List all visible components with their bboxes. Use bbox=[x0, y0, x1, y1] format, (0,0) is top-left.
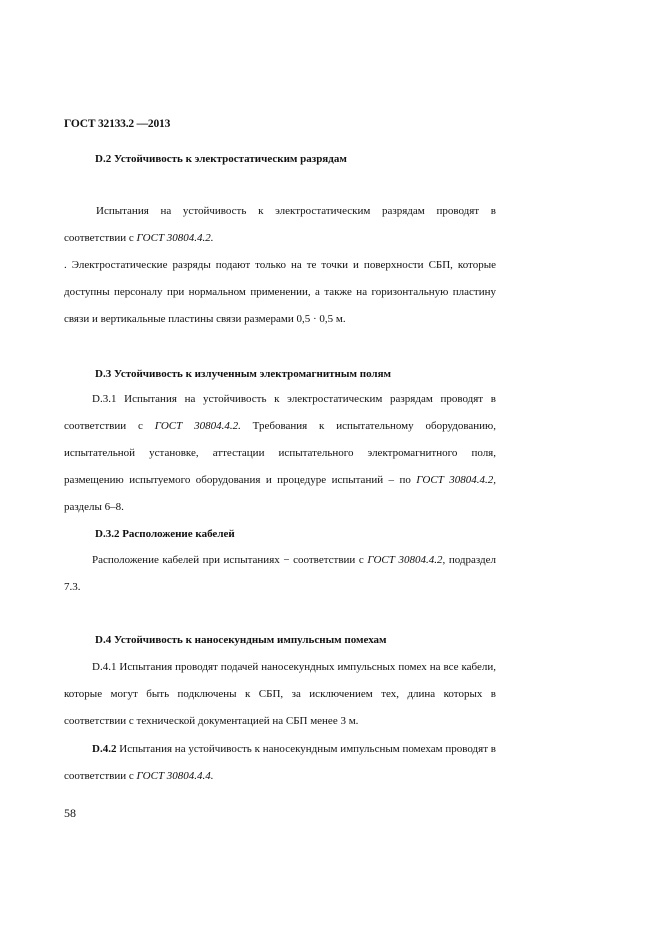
paragraph-text: подраздел 7.3. bbox=[64, 554, 496, 593]
paragraph-d2-1 bbox=[64, 198, 496, 252]
paragraph-d2-2: . Электростатические разряды подают только на те точки и поверхности СБП, которые доступны персоналу при нормальном применении, а также на горизонтальную пластину связи и вертикальные пластины связи размерами 0,5 · 0,5 м. bbox=[64, 259, 496, 325]
paragraph-text: разделы 6–8. bbox=[64, 501, 124, 513]
paragraph-text: Испытания на устойчивость к электростатическим разрядам проводят в соответствии с bbox=[64, 205, 496, 244]
standard-reference: ГОСТ 30804.4.4. bbox=[136, 770, 214, 782]
standard-reference: ГОСТ 30804.4.2. bbox=[136, 232, 214, 244]
paragraph-d4-1: D.4.1 Испытания проводят подачей наносекундных импульсных помех на все кабели, которые могут быть подключены к СБП, за исключением тех, длина которых в соответствии с технической документацией на СБП менее 3 м. bbox=[64, 661, 496, 727]
paragraph-d3-1 bbox=[64, 386, 496, 521]
paragraph-text: D.3.1 Испытания на устойчивость к электростатическим разрядам проводят в соответствии с bbox=[64, 393, 496, 432]
paragraph-text: Требования к испытательному оборудованию, испытательной установке, аттестации испытательного электромагнитного поля, размещению испытуемого оборудования и процедуре испытаний – по bbox=[64, 420, 497, 486]
page-number: 58 bbox=[64, 806, 76, 820]
paragraph-d3-2 bbox=[64, 547, 496, 601]
clause-number: D.4.2 bbox=[92, 743, 117, 755]
document-header: ГОСТ 32133.2 —2013 bbox=[64, 118, 171, 130]
section-heading-d2: D.2 Устойчивость к электростатическим разрядам bbox=[95, 153, 347, 165]
standard-reference: ГОСТ 30804.4.2, bbox=[367, 554, 446, 566]
standard-reference: ГОСТ 30804.4.2. bbox=[154, 420, 241, 432]
paragraph-d4-2 bbox=[64, 736, 496, 790]
section-heading-d4: D.4 Устойчивость к наносекундным импульсным помехам bbox=[95, 634, 387, 646]
section-heading-d3: D.3 Устойчивость к излученным электромагнитным полям bbox=[95, 368, 392, 380]
standard-reference: ГОСТ 30804.4.2, bbox=[416, 474, 496, 486]
subsection-heading-d3-2: D.3.2 Расположение кабелей bbox=[95, 528, 235, 540]
paragraph-text: Расположение кабелей при испытаниях − соответствии с bbox=[92, 554, 368, 566]
paragraph-text: Испытания на устойчивость к наносекундным импульсным помехам проводят в соответствии с bbox=[64, 743, 496, 782]
